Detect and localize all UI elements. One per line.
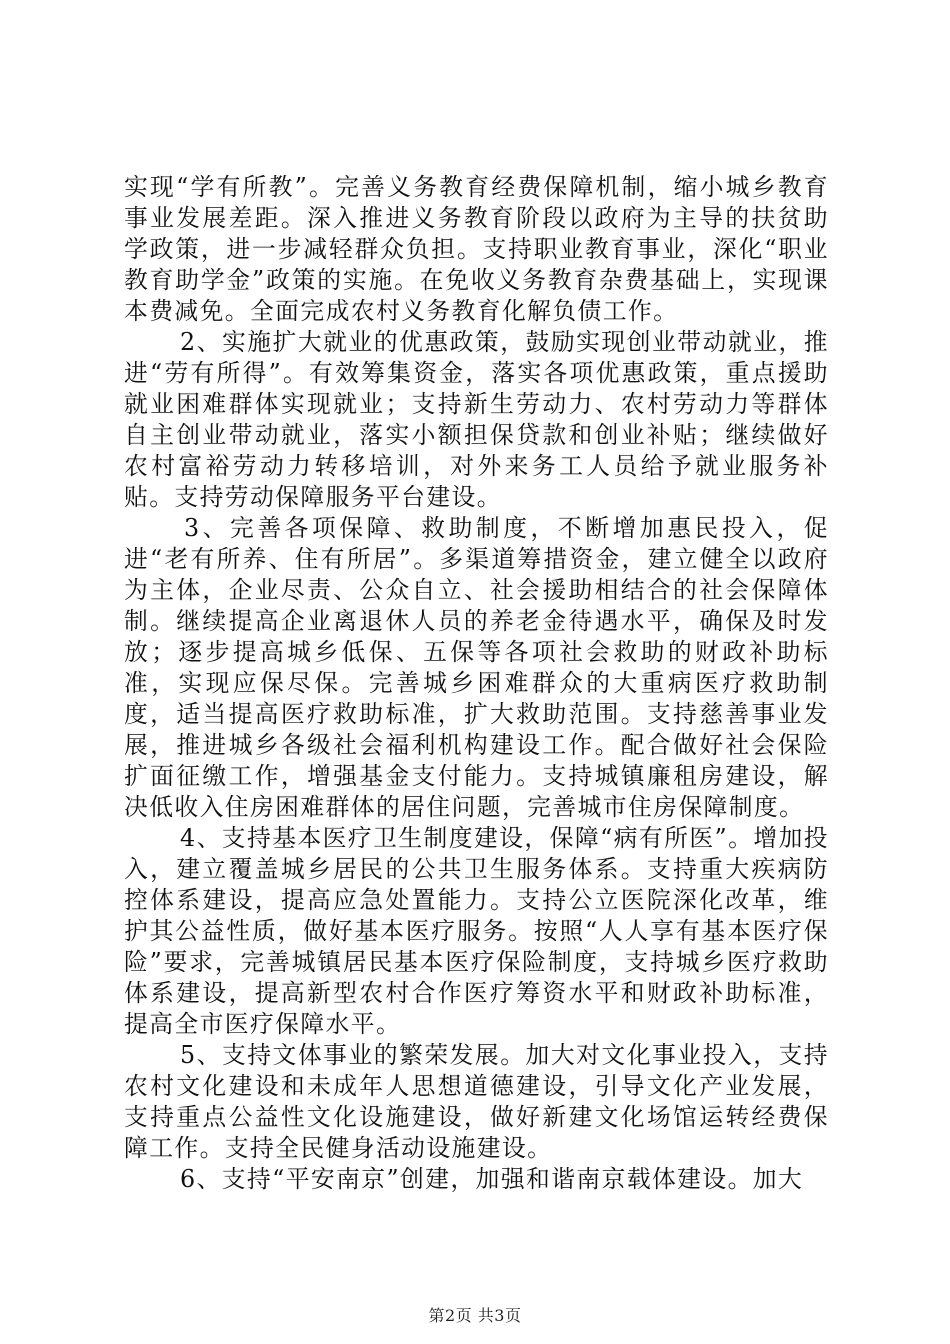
paragraph-2: 2、实施扩大就业的优惠政策，鼓励实现创业带动就业，推进“劳有所得”。有效筹集资金，落实各项优惠政策，重点援助就业困难群体实现就业；支持新生劳动力、农村劳动力等群体自主创业带动就业，落实小额担保贷款和创业补贴；继续做好农村富裕劳动力转移培训，对外来务工人员给予就业服务补贴。支持劳动保障服务平台建设。 — [124, 328, 829, 511]
paragraph-6: 6、支持“平安南京”创建，加强和谐南京载体建设。加大 — [180, 1165, 804, 1193]
paragraph-5: 5、支持文体事业的繁荣发展。加大对文化事业投入，支持农村文化建设和未成年人思想道德建设，引导文化产业发展，支持重点公益性文化设施建设，做好新建文化场馆运转经费保障工作。支持全民健身活动设施建设。 — [124, 1041, 829, 1162]
paragraph-4: 4、支持基本医疗卫生制度建设，保障“病有所医”。增加投入，建立覆盖城乡居民的公共卫生服务体系。支持重大疾病防控体系建设，提高应急处置能力。支持公立医院深化改革，维护其公益性质，做好基本医疗服务。按照“人人享有基本医疗保险”要求，完善城镇居民基本医疗保险制度，支持城乡医疗救助体系建设，提高新型农村合作医疗筹资水平和财政补助标准，提高全市医疗保障水平。 — [124, 824, 829, 1038]
paragraph-3: 3、完善各项保障、救助制度，不断增加惠民投入，促进“老有所养、住有所居”。多渠道筹措资金，建立健全以政府为主体，企业尽责、公众自立、社会援助相结合的社会保障体制。继续提高企业离退休人员的养老金待遇水平，确保及时发放；逐步提高城乡低保、五保等各项社会救助的财政补助标准，实现应保尽保。完善城乡困难群众的大重病医疗救助制度，适当提高医疗救助标准，扩大救助范围。支持慈善事业发展，推进城乡各级社会福利机构建设工作。配合做好社会保险扩面征缴工作，增强基金支付能力。支持城镇廉租房建设，解决低收入住房困难群体的居住问题，完善城市住房保障制度。 — [124, 514, 829, 821]
document-body — [124, 172, 829, 1195]
page-number-footer: 第2页 共3页 — [428, 1306, 522, 1325]
paragraph-1: 实现“学有所教”。完善义务教育经费保障机制，缩小城乡教育事业发展差距。深入推进义务教育阶段以政府为主导的扶贫助学政策，进一步减轻群众负担。支持职业教育事业，深化“职业教育助学金”政策的实施。在免收义务教育杂费基础上，实现课本费减免。全面完成农村义务教育化解负债工作。 — [124, 173, 829, 325]
